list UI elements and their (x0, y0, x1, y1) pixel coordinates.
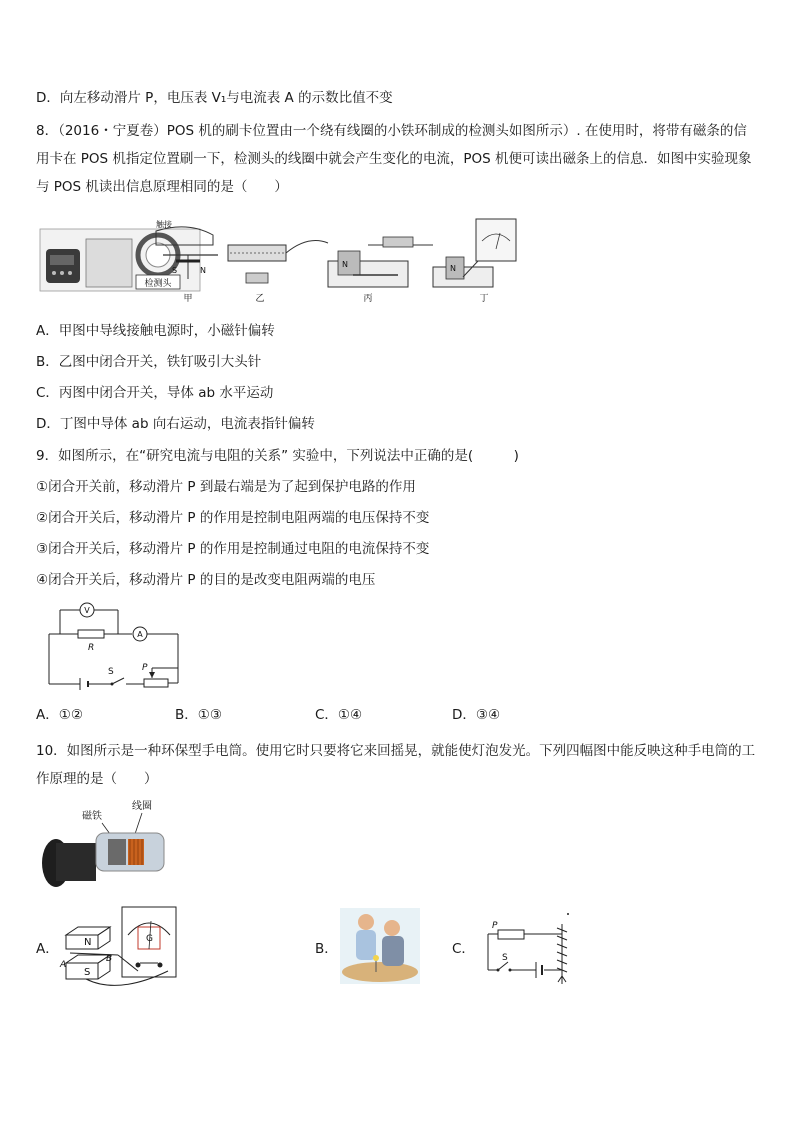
q9-statement-4: ④闭合开关后，移动滑片 P 的目的是改变电阻两端的电压 (36, 572, 376, 588)
ammeter-label: A (137, 630, 143, 639)
q10-option-a-letter: A． (36, 941, 59, 957)
touch-label: 触接 (156, 220, 172, 229)
switch-s-label: S (502, 953, 508, 963)
q9-option-d: D．③④ (452, 707, 501, 723)
slider-p-label: P (492, 921, 498, 931)
label-bing: 丙 (363, 294, 373, 304)
q8-option-d: D．丁图中导体 ab 向右运动，电流表指针偏转 (36, 416, 315, 432)
magnet-label: 磁铁 (82, 811, 102, 822)
galvanometer-label: G (146, 934, 153, 944)
coil-label: 线圈 (132, 801, 152, 812)
q10-option-b-image (340, 908, 420, 984)
q10-option-c-letter: C． (452, 941, 475, 957)
q9-statement-3: ③闭合开关后，移动滑片 P 的作用是控制通过电阻的电流保持不变 (36, 541, 430, 557)
svg-text:N: N (200, 266, 206, 275)
q7-option-d: D．向左移动滑片 P，电压表 V₁与电流表 A 的示数比值不变 (36, 90, 393, 106)
fig-bing (328, 237, 433, 304)
q9-option-c: C．①④ (315, 707, 363, 723)
q10-stem: 10．如图所示是一种环保型手电筒。使用它时只要将它来回摇晃，就能使灯泡发光。下列四幅图中能反映这种手电筒的工作原理的是（ ） (36, 743, 756, 787)
q8-stem: 8．（2016・宁夏卷）POS 机的刷卡位置由一个绕有线圈的小铁环制成的检测头如图所示）. 在使用时，将带有磁条的信用卡在 POS 机指定位置刷一下，检测头的线圈中就会产生变化的电流，POS 机便可读出磁条上的信息．如图中实验现象与 POS 机读出信息原理相同的是（ ） (36, 123, 752, 195)
q10-option-a-figure (58, 905, 180, 991)
voltmeter-label: V (84, 606, 90, 615)
conductor-b-label: B (106, 954, 113, 964)
resistor-label: R (88, 643, 95, 653)
label-yi: 乙 (255, 294, 265, 304)
q8-option-c: C．丙图中闭合开关，导体 ab 水平运动 (36, 385, 274, 401)
q9-stem: 9．如图所示，在“研究电流与电阻的关系” 实验中，下列说法中正确的是( ) (36, 448, 519, 464)
svg-text:N: N (342, 260, 348, 269)
q10-option-c-figure (478, 910, 586, 988)
q8-option-a: A．甲图中导线接触电源时，小磁针偏转 (36, 323, 275, 339)
q9-option-a: A．①② (36, 707, 83, 723)
label-ding: 丁 (479, 294, 489, 304)
flashlight-image (38, 795, 168, 895)
q9-statement-1: ①闭合开关前，移动滑片 P 到最右端是为了起到保护电路的作用 (36, 479, 416, 495)
q8-figure (38, 215, 523, 307)
magnet-s-label: S (84, 967, 91, 978)
fig-yi (228, 241, 328, 304)
svg-text:N: N (450, 264, 456, 273)
label-jia: 甲 (183, 294, 193, 304)
conductor-a-label: A (60, 960, 67, 970)
q9-statement-2: ②闭合开关后，移动滑片 P 的作用是控制电阻两端的电压保持不变 (36, 510, 430, 526)
q9-circuit-diagram (44, 602, 184, 692)
slider-label: P (142, 663, 148, 673)
svg-text:S: S (172, 266, 178, 275)
switch-label: S (108, 667, 114, 677)
q10-option-b-letter: B． (315, 941, 338, 957)
fig-ding (433, 219, 516, 304)
detector-label: 检测头 (144, 279, 172, 289)
magnet-n-label: N (84, 937, 92, 948)
q8-option-b: B．乙图中闭合开关，铁钉吸引大头针 (36, 354, 262, 370)
q9-option-b: B．①③ (175, 707, 222, 723)
